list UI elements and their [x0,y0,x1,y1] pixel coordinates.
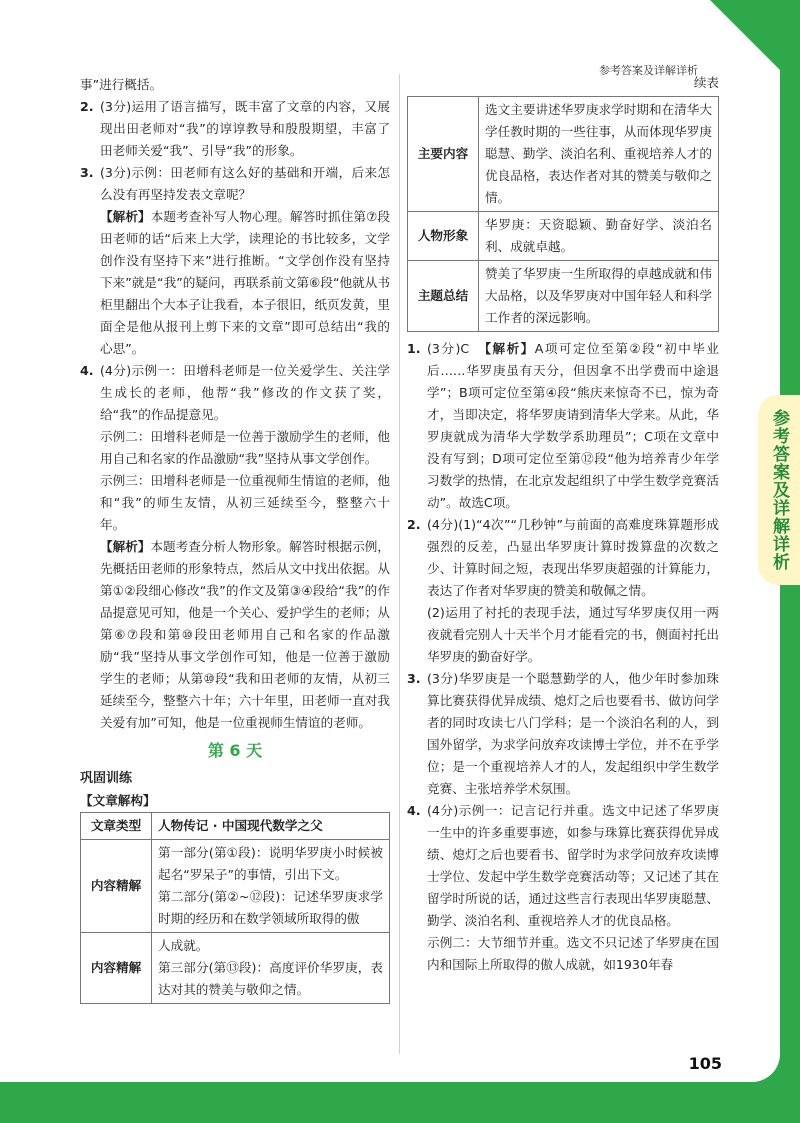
table-head: 人物形象 [408,212,479,261]
table-row [81,813,390,840]
answer-item-3 [80,162,390,360]
table-head: 主要内容 [408,97,479,212]
item-number: 2. [80,99,94,114]
structure-table-continued [407,96,719,332]
table-row [408,97,719,212]
analysis-label: 【解析】 [100,209,151,224]
item-text: (4分)示例一：记言记行并重。选文中记述了华罗庚一生中的许多重要事迹，如参与珠算比赛获得优异成绩、熄灯之后也要看书、留学时为求学问放弃攻读博士学位、发起中学生数学竞赛活动等；又记述了其在留学时所说的话，通过这些言行表现出华罗庚聪慧、勤学、淡泊名利、重视培养人才的优良品格。 [427,803,719,928]
right-column [407,72,719,976]
table-head: 主题总结 [408,261,479,332]
column-divider [399,74,400,1054]
left-column [80,74,390,1004]
table-head: 内容精解 [81,840,152,933]
item-text [427,338,719,514]
item-text: (3分)运用了语言描写，既丰富了文章的内容，又展现出田老师对“我”的谆谆教导和殷殷期望，丰富了田老师关爱“我”、引导“我”的形象。 [100,99,390,158]
side-tab[interactable] [758,395,800,585]
item-number: 4. [407,803,421,818]
table-row [408,212,719,261]
table-head: 文章类型 [81,813,152,840]
analysis-text: A项可定位至第②段“初中毕业后……华罗庚虽有天分，但因拿不出学费而中途退学”；B项可定位至第④段“熊庆来惊奇不已，惊为奇才，当即决定，将华罗庚请到清华大学来。从此，华罗庚就成为清华大学数学系助理员”；C项在文章中没有写到；D项可定位至第⑫段“他为培养青少年学习数学的热情，在北京发起组织了中学生数学竞赛活动”。故选C项。 [427,341,719,510]
table-row [81,933,390,1004]
example-3: 示例三：田增科老师是一位重视师生情谊的老师，他和“我”的师生友情，从初三延续至今，整整六十年。 [100,473,390,532]
table-row [408,261,719,332]
item-text: (3分)示例：田老师有这么好的基础和开端，后来怎么没有再坚持发表文章呢？ [100,165,390,202]
answer-item-1 [407,338,719,514]
table-row [81,840,390,933]
analysis-label: 【解析】 [100,539,151,554]
answer-item-4 [80,360,390,734]
table-head: 内容精解 [81,933,152,1004]
analysis-label: 【解析】 [484,341,535,356]
item-text: (4分)(1)“4次”“几秒钟”与前面的高难度珠算题形成强烈的反差，凸显出华罗庚计算时拨算盘的次数之少、计算时间之短，表现出华罗庚超强的计算能力，表达了作者对华罗庚的赞美和敬佩之情。 [427,517,719,598]
item-number: 4. [80,363,94,378]
answer-choice: (3分)C [427,341,485,356]
answer-item-3-right [407,668,719,800]
table-cell: 人成就。 第三部分(第⑬段)：高度评价华罗庚，表达对其的赞美与敬仰之情。 [152,933,390,1004]
analysis-text: 本题考查补写人物心理。解答时抓住第⑦段田老师的话“后来上大学，读理论的书比较多，文学创作没有坚持下来”进行推断。“文学创作没有坚持下来”就是“我”的疑问，再联系前文第⑥段“他就从书柜里翻出个大本子让我看，本子很旧，纸页发黄，里面全是他从报刊上剪下来的文章”即可总结出“我的心思”。 [100,209,391,356]
answer-item-4-right [407,800,719,976]
answer-item-2 [80,96,390,162]
table-cell: 赞美了华罗庚一生所取得的卓越成就和伟大品格，以及华罗庚对中国年轻人和科学工作者的深远影响。 [479,261,719,332]
structure-table [80,812,390,1004]
day-title: 第 6 天 [207,741,263,760]
analysis-4 [100,536,390,734]
side-tab-label: 参考答案及详解详析 [769,409,789,571]
item-text-b: 示例二：大节细节并重。选文不只记述了华罗庚在国内和国际上所取得的傲人成就，如1930年春 [427,935,719,972]
item-number: 3. [80,165,94,180]
table-cell: 选文主要讲述华罗庚求学时期和在清华大学任教时期的一些往事，从而体现华罗庚聪慧、勤学、淡泊名利、重视培养人才的优良品格，表达作者对其的赞美与敬仰之情。 [479,97,719,212]
example-2: 示例二：田增科老师是一位善于激励学生的老师，他用自己和名家的作品激励“我”坚持从事文学创作。 [100,429,390,466]
subsection-title: 【文章解构】 [80,793,156,808]
item-text: (3分)华罗庚是一个聪慧勤学的人，他少年时参加珠算比赛获得优异成绩、熄灯之后也要看书、做访问学者的同时攻读七八门学科；是一个淡泊名利的人，到国外留学，为求学问放弃攻读博士学位，并不在乎学位；是一个重视培养人才的人，发起组织中学生数学竞赛、主张培养学术氛围。 [427,671,719,796]
table-cell: 人物传记 · 中国现代数学之父 [152,813,390,840]
corner-fold [710,0,780,70]
item-number: 3. [407,671,421,686]
table-cell: 华罗庚：天资聪颖、勤奋好学、淡泊名利、成就卓越。 [479,212,719,261]
item-text-b: (2)运用了衬托的表现手法，通过写华罗庚仅用一两夜就看完别人十天半个月才能看完的书，侧面衬托出华罗庚的勤奋好学。 [427,605,719,664]
item-number: 2. [407,517,421,532]
table-continued-caption: 续表 [693,75,719,90]
item-number: 1. [407,341,421,356]
running-header: 参考答案及详解详析 [599,64,698,77]
analysis-text: 本题考查分析人物形象。解答时根据示例，先概括田老师的形象特点，然后从文中找出依据。从第①②段细心修改“我”的作文及第③④段给“我”的作品提意见可知，他是一个关心、爱护学生的老师；从第⑥⑦段和第⑩段田老师用自己和名家的作品激励“我”坚持从事文学创作可知，他是一位善于激励学生的老师；从第⑩段“我和田老师的友情，从初三延续至今，整整六十年；六十年里，田老师一直对我关爱有加”可知，他是一位重视师生情谊的老师。 [100,539,390,730]
page-number: 105 [688,1054,722,1073]
section-title: 巩固训练 [80,771,133,786]
item-text: (4分)示例一：田增科老师是一位关爱学生、关注学生成长的老师，他帮“我”修改的作文获了奖，给“我”的作品提意见。 [100,363,390,422]
analysis-3 [100,206,390,360]
table-cell: 第一部分(第①段)：说明华罗庚小时候被起名“罗呆子”的事情，引出下文。 第二部分(第②~⑫段)：记述华罗庚求学时期的经历和在数学领域所取得的傲 [152,840,390,933]
intro-line: 事”进行概括。 [80,77,163,92]
answer-item-2-right [407,514,719,668]
